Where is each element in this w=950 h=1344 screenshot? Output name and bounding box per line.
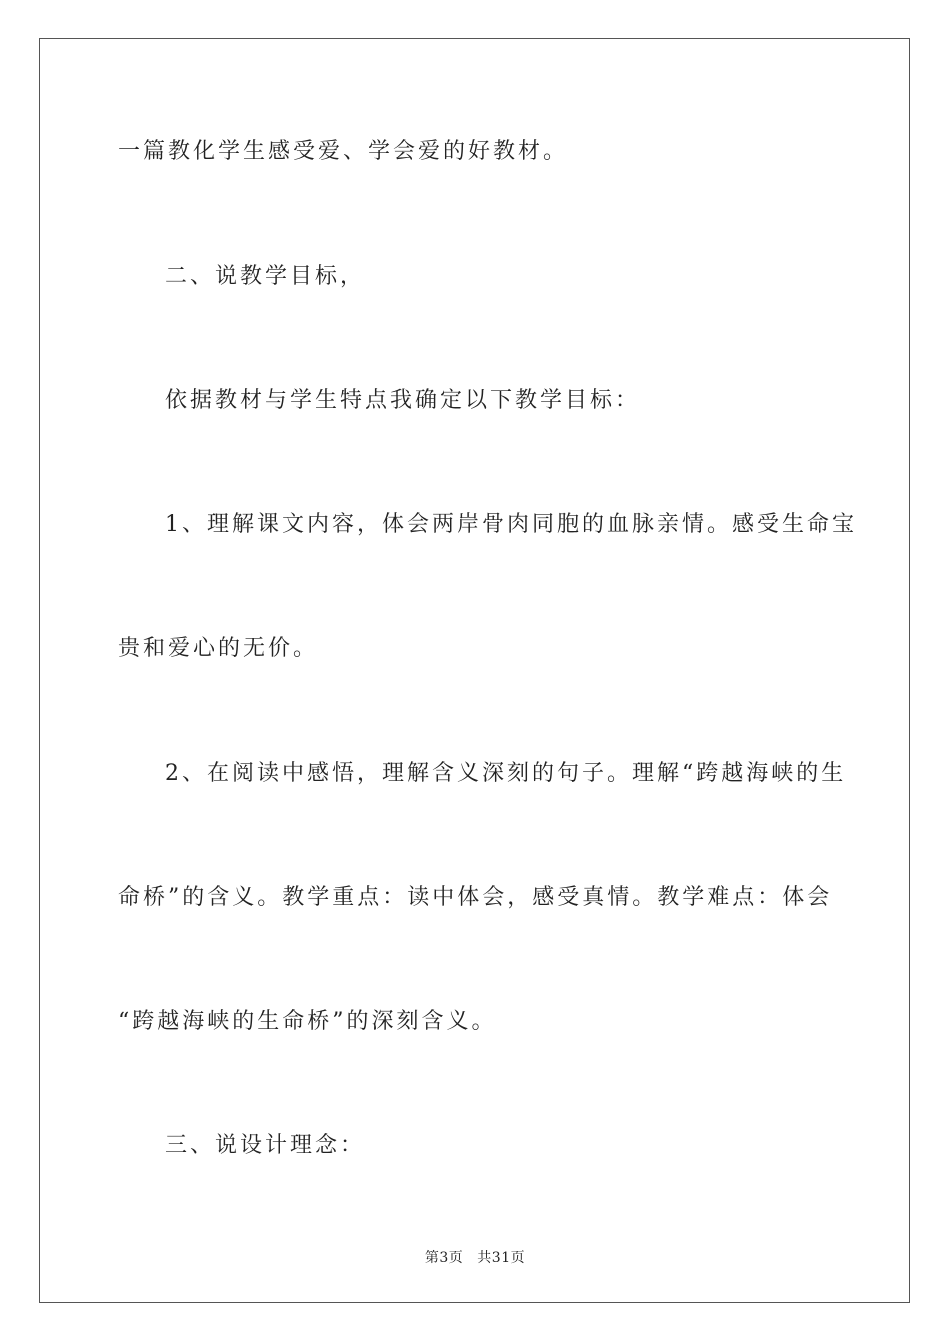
- page-number: 第3页: [424, 1250, 464, 1266]
- page-footer: [0, 1247, 950, 1267]
- page-border: [39, 38, 910, 1303]
- list-item-line: “跨越海峡的生命桥”的深刻含义。: [118, 1009, 497, 1034]
- section-heading: 三、说设计理念：: [165, 1133, 366, 1158]
- list-item-line: 命桥”的含义。教学重点：读中体会，感受真情。教学难点：体会: [118, 885, 833, 910]
- paragraph-line: 一篇教化学生感受爱、学会爱的好教材。: [118, 139, 569, 164]
- page-total: 共31页: [477, 1250, 526, 1266]
- list-item-line: 2、在阅读中感悟，理解含义深刻的句子。理解“跨越海峡的生: [165, 761, 847, 786]
- list-item-line: 贵和爱心的无价。: [118, 636, 319, 661]
- section-heading: 二、说教学目标，: [165, 264, 366, 289]
- paragraph-line: 依据教材与学生特点我确定以下教学目标：: [165, 388, 641, 413]
- list-item-line: 1、理解课文内容，体会两岸骨肉同胞的血脉亲情。感受生命宝: [165, 512, 857, 537]
